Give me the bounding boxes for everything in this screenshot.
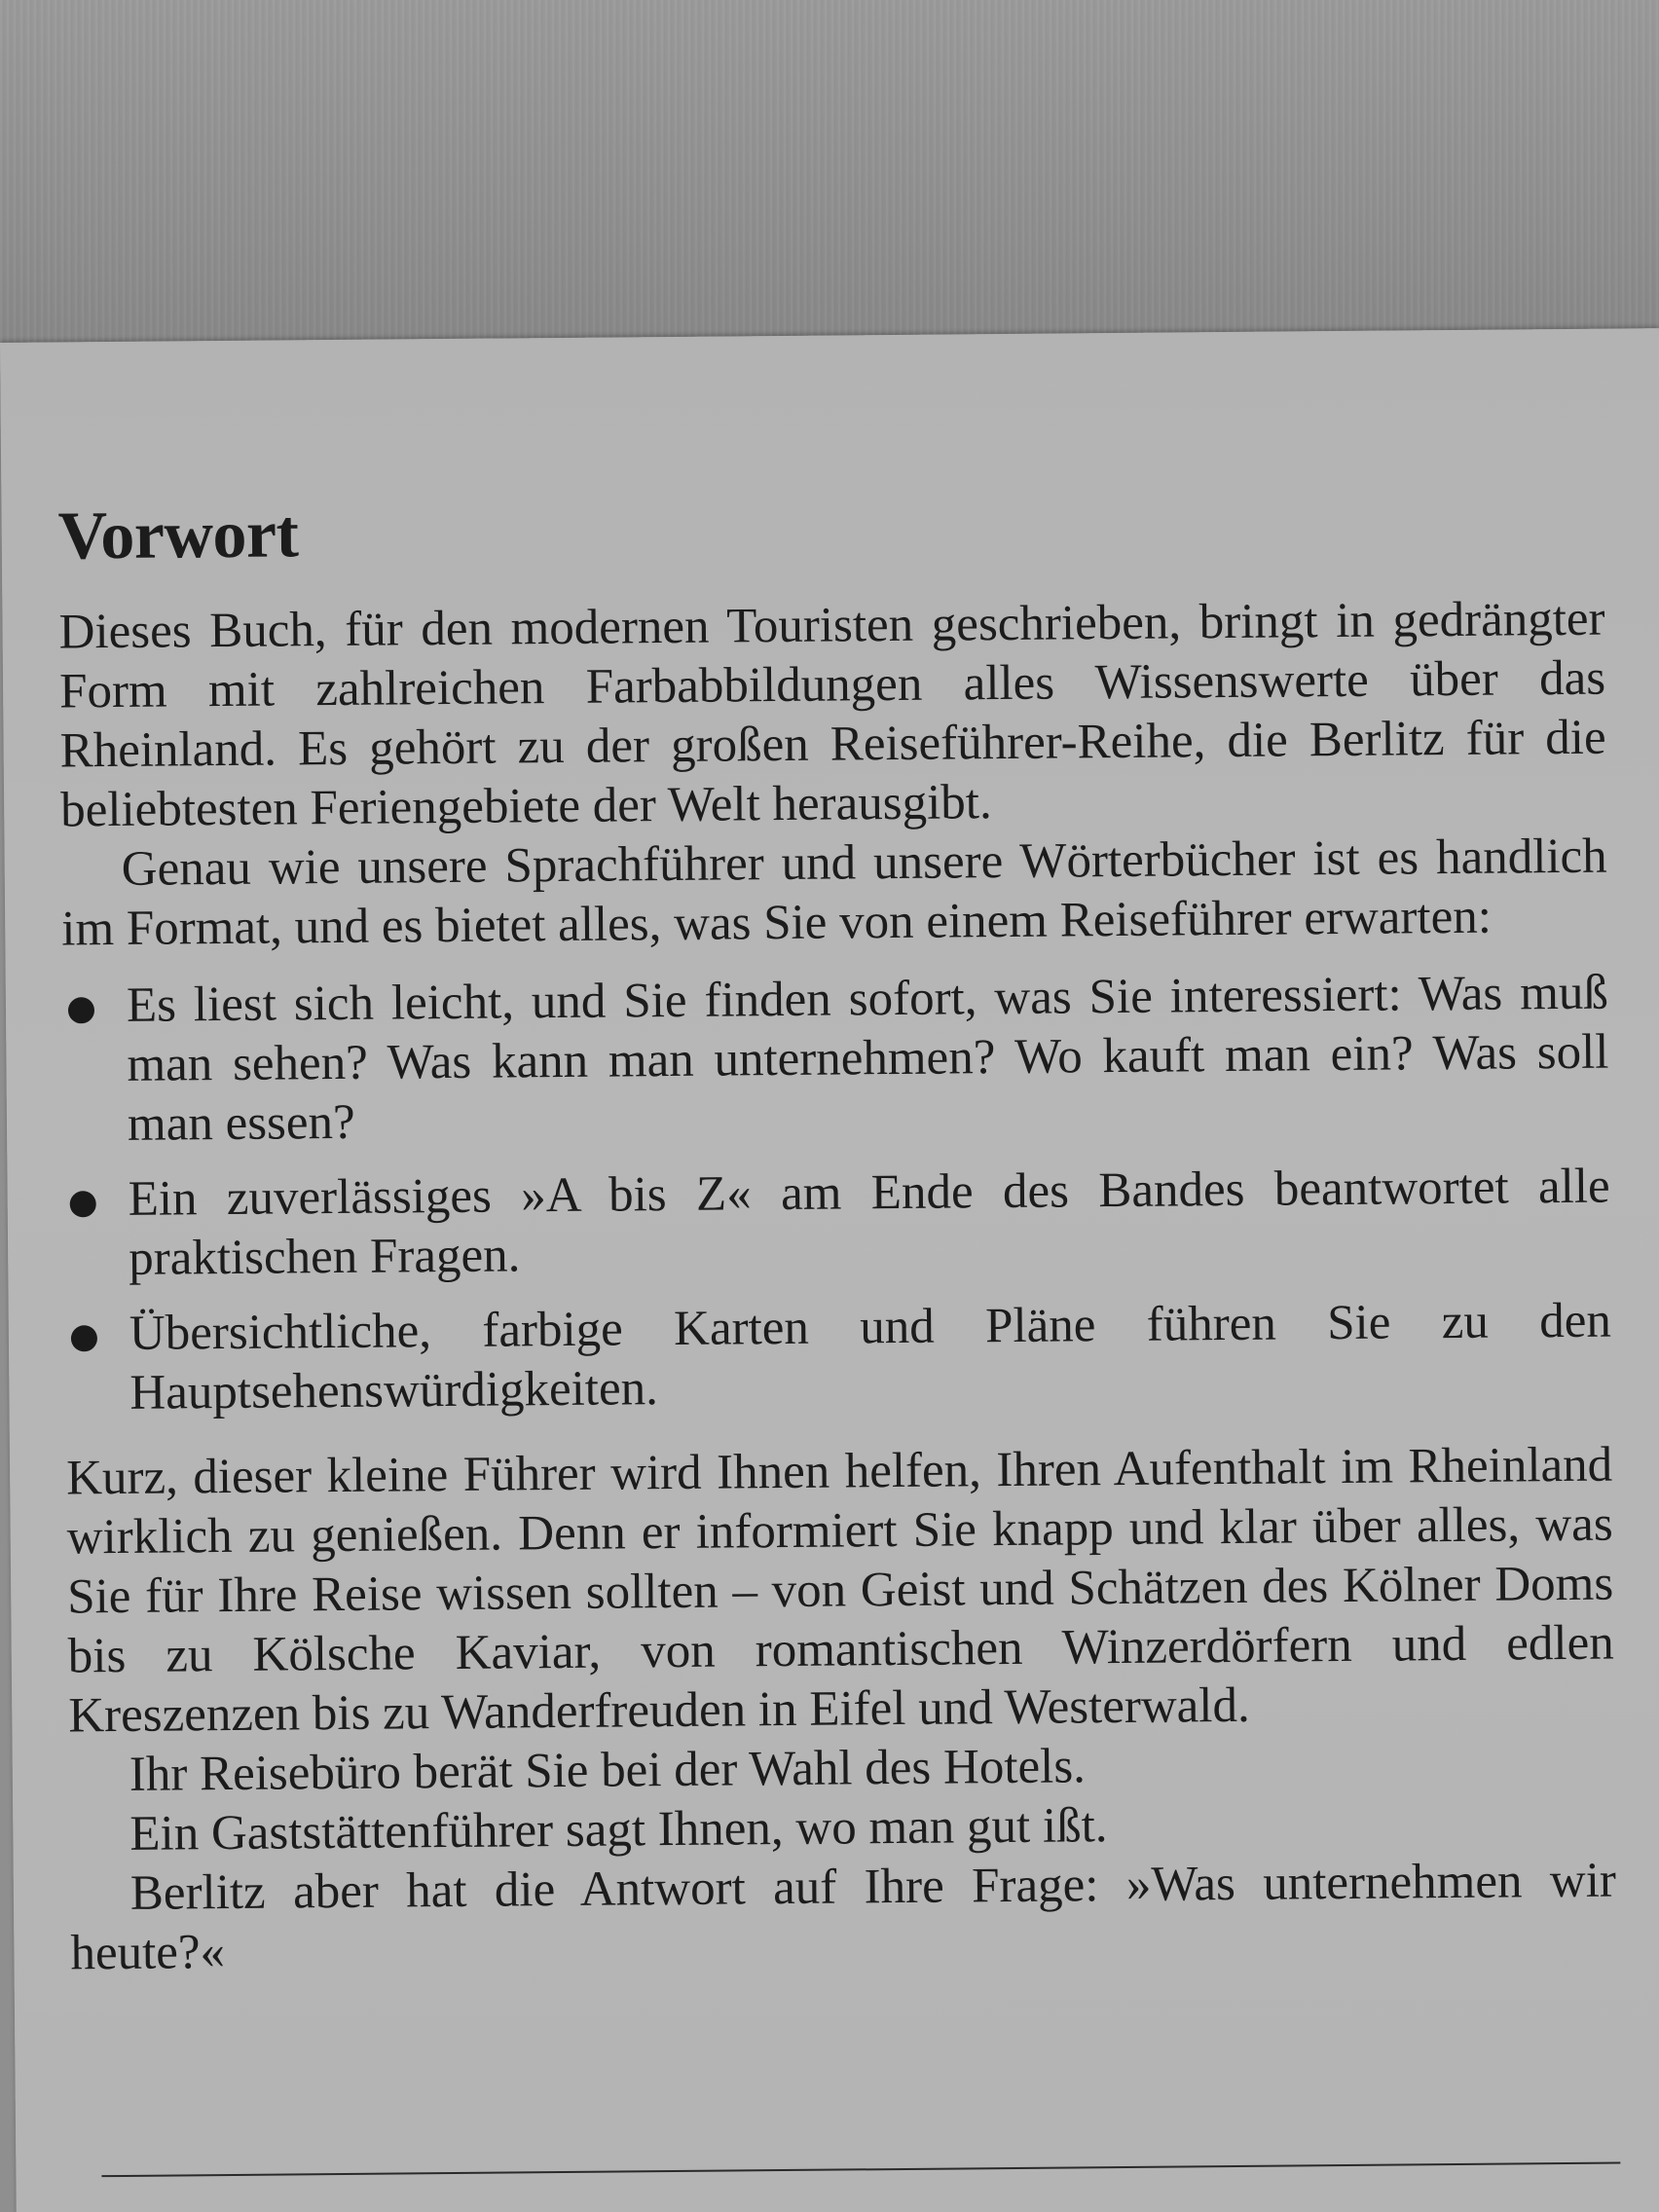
bottom-rule [101, 2162, 1620, 2178]
intro-paragraph: Genau wie unsere Sprachführer und unsere Wörterbücher ist es handlich im Format, und es bietet alles, was Sie von einem Reiseführer erwarten: [61, 829, 1607, 957]
closing-paragraph: Berlitz aber hat die Antwort auf Ihre Frage: »Was unternehmen wir heute?« [70, 1853, 1617, 1981]
feature-list-item-text: Übersichtliche, farbige Karten und Pläne führen Sie zu den Hauptsehenswürdigkeiten. [129, 1293, 1612, 1420]
feature-list-item-text: Es liest sich leicht, und Sie finden sofort, was Sie interessiert: Was muß man sehen? Was kann man unternehmen? Wo kauft man ein? Was soll man essen? [126, 965, 1609, 1152]
feature-list-item [65, 1292, 1612, 1424]
closing-paragraph: Ihr Reisebüro berät Sie bei der Wahl des Hotels. [129, 1739, 1087, 1802]
bullet-icon [70, 1191, 96, 1217]
book-page [0, 328, 1659, 2212]
closing-paragraph: Kurz, dieser kleine Führer wird Ihnen helfen, Ihren Aufenthalt im Rheinland wirklich zu genießen. Denn er informiert Sie knapp und klar über alles, was Sie für Ihre Reise wissen sollten – von Geist und Schätzen des Kölner Doms bis zu Kölsche Kaviar, von romantischen Winzerdörfern und edlen Kreszenzen bis zu Wanderfreuden in Eifel und Westerwald. [65, 1437, 1614, 1744]
feature-list-item-text: Ein zuverlässiges »A bis Z« am Ende des Bandes beantwortet alle praktischen Fragen. [128, 1159, 1610, 1286]
page-content [57, 485, 1616, 1984]
page-title: Vorwort [57, 497, 299, 574]
feature-list-item [62, 964, 1610, 1156]
intro-paragraph: Dieses Buch, für den modernen Touristen geschrieben, bringt in gedrängter Form mit zahlreichen Farbabbildungen alles Wissenswerte über das Rheinland. Es gehört zu der großen Reiseführer-Reihe, die Berlitz für die beliebtesten Feriengebiete der Welt herausgibt. [58, 591, 1606, 838]
bullet-icon [71, 1325, 97, 1351]
closing-paragraph: Ein Gaststättenführer sagt Ihnen, wo man gut ißt. [129, 1798, 1108, 1862]
feature-list-item [63, 1158, 1610, 1290]
bullet-icon [68, 997, 94, 1023]
feature-list [62, 964, 1612, 1424]
